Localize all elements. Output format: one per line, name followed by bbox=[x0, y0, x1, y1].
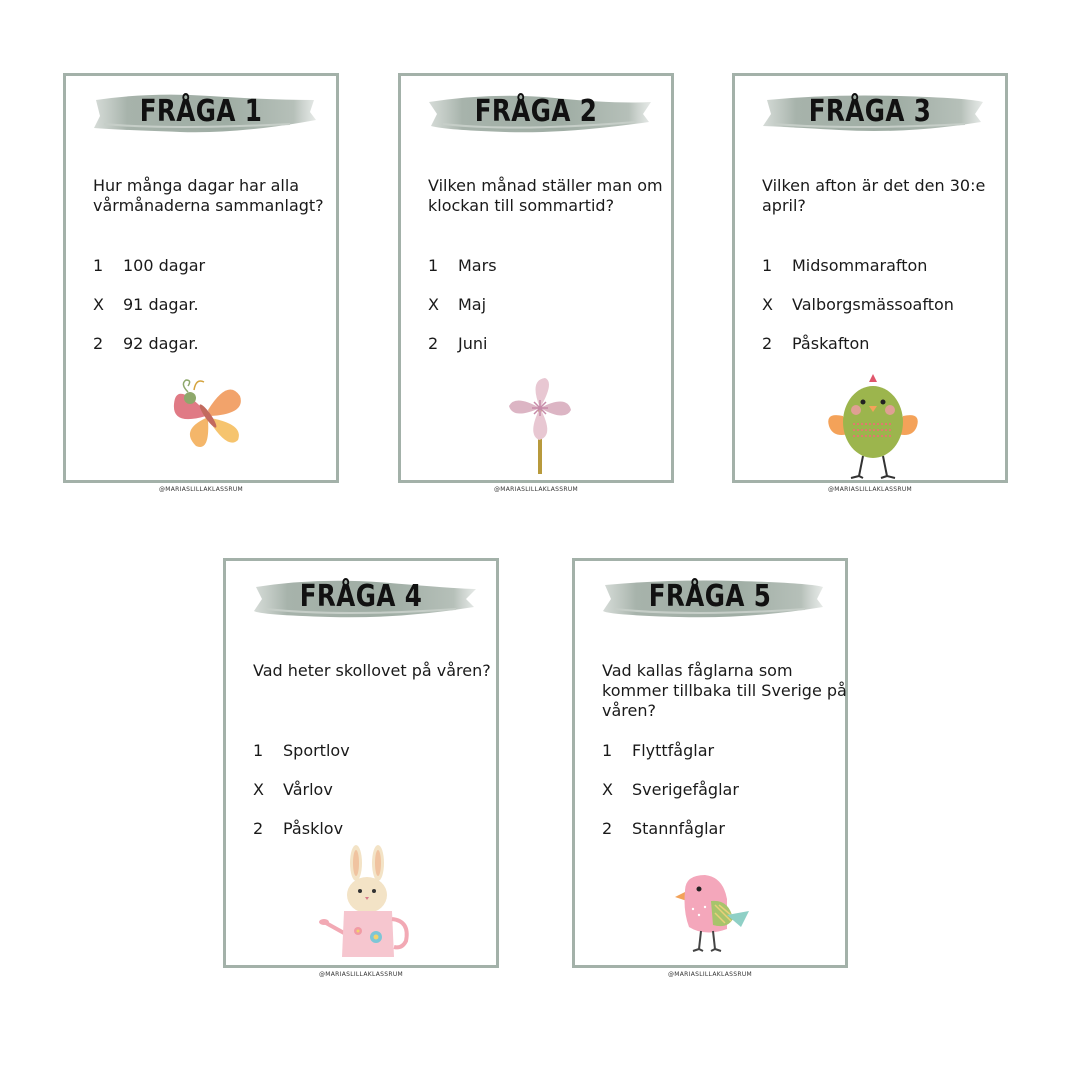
answer-option bbox=[602, 741, 714, 760]
option-text: Påsklov bbox=[283, 819, 344, 838]
option-text: Sverigefåglar bbox=[632, 780, 739, 799]
option-key: X bbox=[253, 780, 264, 799]
quiz-card-4 bbox=[223, 558, 499, 978]
option-key: 2 bbox=[253, 819, 264, 838]
answer-option bbox=[253, 741, 350, 760]
option-key: X bbox=[762, 295, 773, 314]
card-title: FRÅGA 5 bbox=[648, 579, 772, 614]
credit-text: @MARIASLILLAKLASSRUM bbox=[667, 971, 753, 978]
credit-text: @MARIASLILLAKLASSRUM bbox=[158, 486, 244, 493]
option-key: X bbox=[602, 780, 613, 799]
option-key: 2 bbox=[762, 334, 773, 353]
answer-option bbox=[602, 780, 739, 799]
option-key: 1 bbox=[428, 256, 439, 275]
answer-option bbox=[602, 819, 725, 838]
option-text: Vårlov bbox=[283, 780, 333, 799]
bunny-watering-can-icon bbox=[318, 845, 418, 965]
option-key: 1 bbox=[253, 741, 264, 760]
quiz-card-1 bbox=[63, 73, 339, 493]
butterfly-icon bbox=[166, 374, 246, 454]
option-text: Påskafton bbox=[792, 334, 870, 353]
option-text: 100 dagar bbox=[123, 256, 206, 275]
answer-option bbox=[93, 295, 199, 314]
credit-text: @MARIASLILLAKLASSRUM bbox=[827, 486, 913, 493]
answer-option bbox=[93, 334, 199, 353]
answer-option bbox=[762, 295, 954, 314]
card-title: FRÅGA 4 bbox=[299, 579, 423, 614]
option-text: Sportlov bbox=[283, 741, 350, 760]
answer-option bbox=[253, 780, 333, 799]
credit-text: @MARIASLILLAKLASSRUM bbox=[493, 486, 579, 493]
option-key: 2 bbox=[93, 334, 104, 353]
card-title: FRÅGA 2 bbox=[474, 94, 598, 129]
option-key: X bbox=[93, 295, 104, 314]
option-key: 1 bbox=[602, 741, 613, 760]
option-key: 2 bbox=[602, 819, 613, 838]
option-key: X bbox=[428, 295, 439, 314]
pinwheel-flower-icon bbox=[505, 374, 575, 478]
option-key: 1 bbox=[93, 256, 104, 275]
option-text: Maj bbox=[458, 295, 487, 314]
quiz-card-3 bbox=[732, 73, 1008, 493]
option-text: 91 dagar. bbox=[123, 295, 199, 314]
credit-text: @MARIASLILLAKLASSRUM bbox=[318, 971, 404, 978]
quiz-card-2 bbox=[398, 73, 674, 493]
option-text: Juni bbox=[458, 334, 488, 353]
option-text: Flyttfåglar bbox=[632, 741, 715, 760]
option-key: 2 bbox=[428, 334, 439, 353]
option-text: Midsommarafton bbox=[792, 256, 928, 275]
question-text: Vilken månad ställer man om klockan till sommartid? bbox=[428, 176, 663, 215]
option-key: 1 bbox=[762, 256, 773, 275]
card-title: FRÅGA 3 bbox=[808, 94, 932, 129]
answer-option bbox=[428, 334, 487, 353]
chick-icon bbox=[823, 372, 923, 480]
question-text: Vilken afton är det den 30:e april? bbox=[762, 176, 986, 215]
answer-option bbox=[428, 256, 497, 275]
quiz-card-5 bbox=[572, 558, 848, 978]
pink-bird-icon bbox=[675, 871, 759, 957]
answer-option bbox=[253, 819, 343, 838]
answer-option bbox=[762, 256, 927, 275]
answer-option bbox=[762, 334, 869, 353]
option-text: 92 dagar. bbox=[123, 334, 199, 353]
option-text: Mars bbox=[458, 256, 497, 275]
option-text: Valborgsmässoafton bbox=[792, 295, 954, 314]
question-text: Vad heter skollovet på våren? bbox=[253, 661, 491, 680]
question-text: Vad kallas fåglarna som kommer tillbaka till Sverige på våren? bbox=[602, 661, 847, 720]
answer-option bbox=[428, 295, 486, 314]
card-title: FRÅGA 1 bbox=[139, 94, 263, 129]
option-text: Stannfåglar bbox=[632, 819, 725, 838]
question-text: Hur många dagar har alla vårmånaderna sammanlagt? bbox=[93, 176, 324, 215]
answer-option bbox=[93, 256, 205, 275]
